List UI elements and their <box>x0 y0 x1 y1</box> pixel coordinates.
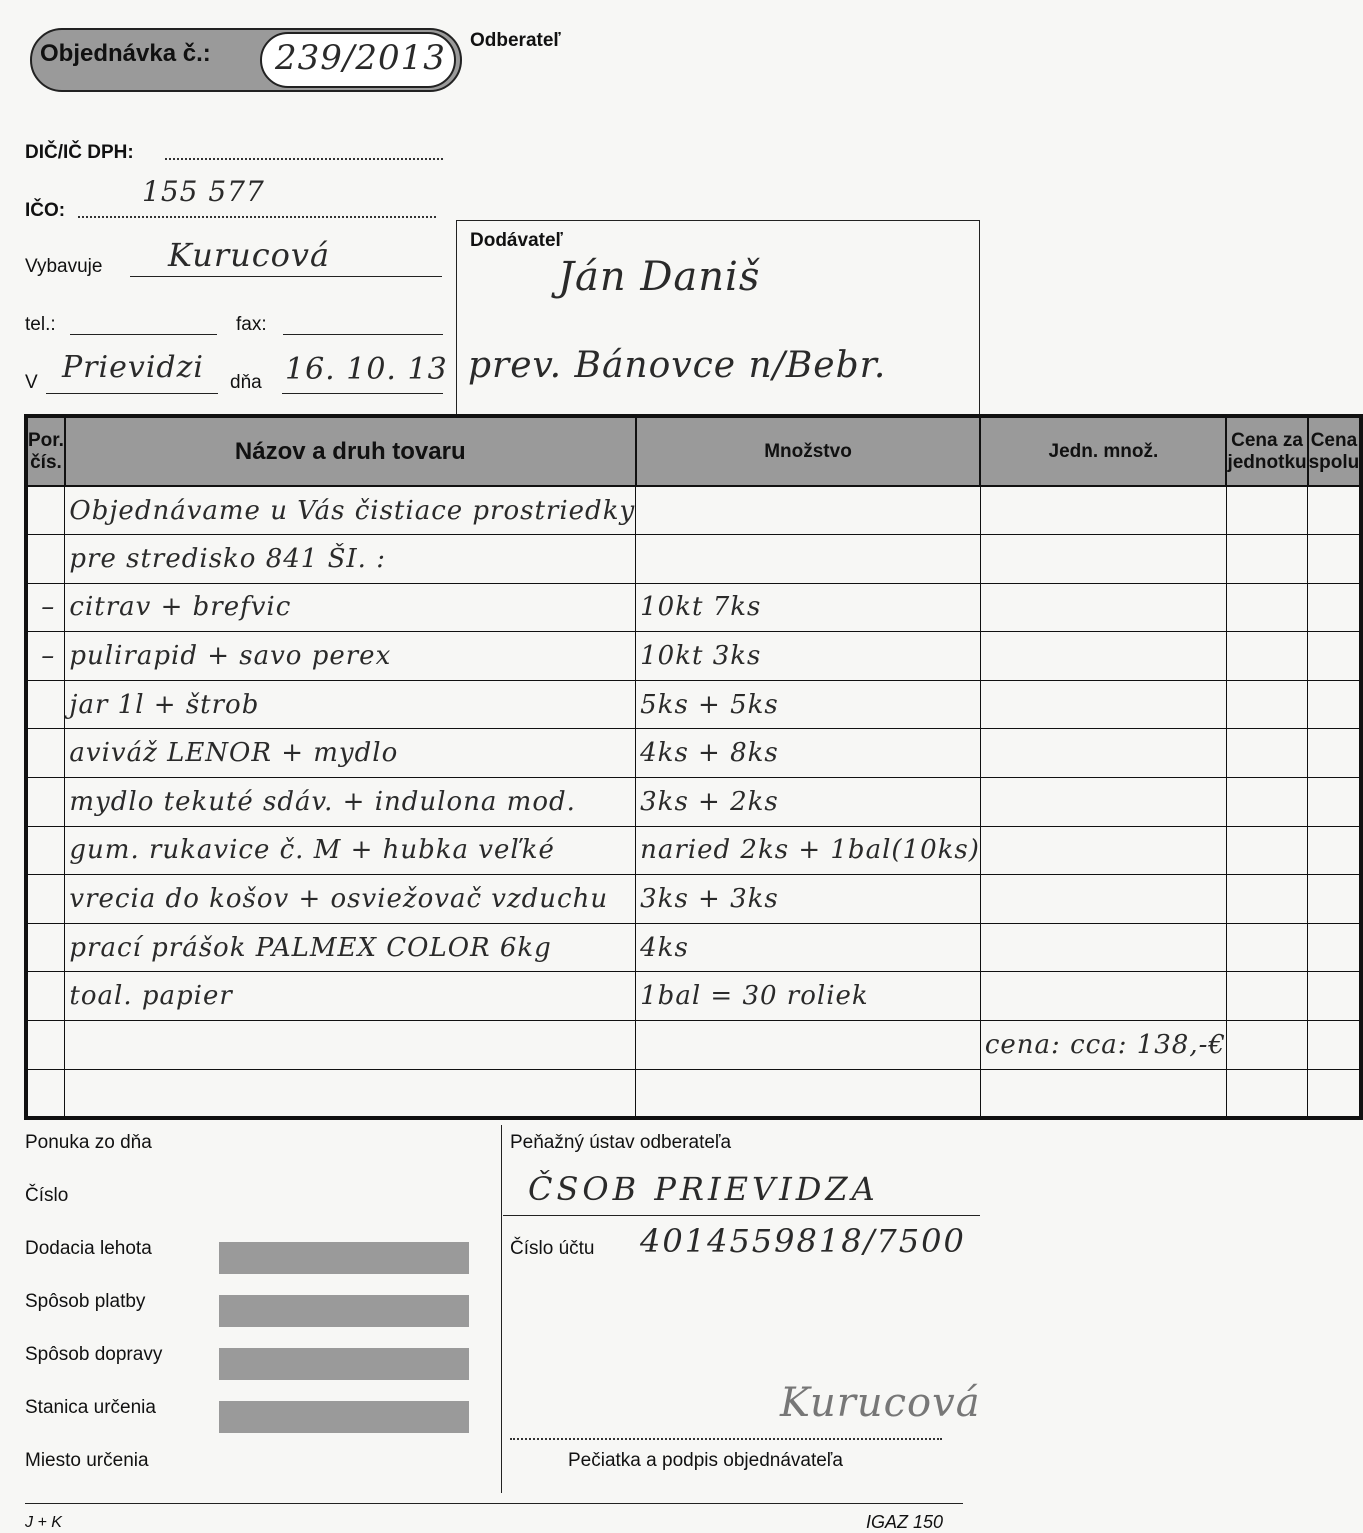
station-label: Stanica určenia <box>25 1397 156 1418</box>
bottom-rule <box>25 1503 963 1504</box>
row-number-cell[interactable] <box>26 1021 65 1070</box>
items-table <box>24 414 1363 1120</box>
col-header-name: Názov a druh tovaru <box>65 416 636 486</box>
quantity-cell[interactable]: 3ks + 3ks <box>636 875 981 924</box>
table-row <box>26 729 1361 778</box>
handled-by-value: Kurucová <box>168 236 331 274</box>
unit-price-cell[interactable] <box>1226 1021 1307 1070</box>
item-name-cell[interactable]: citrav + brefvic <box>65 583 636 632</box>
quantity-cell[interactable]: 10kt 3ks <box>636 632 981 681</box>
quantity-cell[interactable]: naried 2ks + 1bal(10ks) <box>636 826 981 875</box>
station-field[interactable] <box>219 1401 469 1433</box>
bank-underline <box>503 1215 980 1216</box>
destination-label: Miesto určenia <box>25 1450 149 1471</box>
date-field[interactable] <box>282 393 443 394</box>
table-row <box>26 583 1361 632</box>
transport-field[interactable] <box>219 1348 469 1380</box>
item-name-cell[interactable]: jar 1l + štrob <box>65 680 636 729</box>
row-number-cell[interactable] <box>26 972 65 1021</box>
row-number-cell[interactable] <box>26 778 65 827</box>
quantity-cell[interactable]: 4ks <box>636 923 981 972</box>
row-number-cell[interactable] <box>26 875 65 924</box>
item-name-cell[interactable]: aviváž LENOR + mydlo <box>65 729 636 778</box>
col-header-total-price: Cena spolu <box>1308 416 1362 486</box>
table-row <box>26 778 1361 827</box>
fax-field[interactable] <box>283 334 443 335</box>
total-price-cell[interactable] <box>1308 1021 1362 1070</box>
delivery-field[interactable] <box>219 1242 469 1274</box>
item-name-cell[interactable]: pulirapid + savo perex <box>65 632 636 681</box>
number-label: Číslo <box>25 1185 69 1206</box>
unit-price-cell[interactable] <box>1226 535 1307 584</box>
unit-price-cell[interactable] <box>1226 1069 1307 1118</box>
date-label: dňa <box>230 372 262 393</box>
quantity-cell[interactable]: 1bal = 30 roliek <box>636 972 981 1021</box>
unit-price-cell[interactable] <box>1226 583 1307 632</box>
total-price-cell[interactable] <box>1308 923 1362 972</box>
unit-price-cell[interactable] <box>1226 972 1307 1021</box>
ico-value: 155 577 <box>142 175 265 208</box>
date-value: 16. 10. 13 <box>285 352 448 387</box>
item-name-cell[interactable]: prací prášok PALMEX COLOR 6kg <box>65 923 636 972</box>
item-name-cell[interactable]: pre stredisko 841 ŠI. : <box>65 535 636 584</box>
footer-divider <box>501 1125 502 1493</box>
unit-cell[interactable] <box>980 583 1226 632</box>
dic-label: DIČ/IČ DPH: <box>25 142 134 163</box>
total-price-cell[interactable] <box>1308 875 1362 924</box>
account-value[interactable]: 4014559818/7500 <box>640 1222 966 1260</box>
bottom-left-mark: J + K <box>25 1514 62 1531</box>
item-name-cell[interactable] <box>65 1069 636 1118</box>
handled-by-label: Vybavuje <box>25 256 103 277</box>
row-number-cell[interactable]: – <box>26 583 65 632</box>
total-price-cell[interactable] <box>1308 826 1362 875</box>
quantity-cell[interactable] <box>636 535 981 584</box>
quantity-cell[interactable]: 3ks + 2ks <box>636 778 981 827</box>
unit-price-cell[interactable] <box>1226 680 1307 729</box>
payment-label: Spôsob platby <box>25 1291 146 1312</box>
unit-cell[interactable] <box>980 972 1226 1021</box>
signature: Kurucová <box>780 1380 981 1426</box>
unit-cell[interactable] <box>980 729 1226 778</box>
total-price-cell[interactable] <box>1308 680 1362 729</box>
unit-cell[interactable] <box>980 1069 1226 1118</box>
order-number-value[interactable]: 239/2013 <box>275 38 446 78</box>
quantity-cell[interactable] <box>636 1069 981 1118</box>
row-number-cell[interactable] <box>26 923 65 972</box>
col-header-unit: Jedn. množ. <box>980 416 1226 486</box>
unit-cell[interactable] <box>980 778 1226 827</box>
quantity-cell[interactable]: 10kt 7ks <box>636 583 981 632</box>
place-label: V <box>25 372 38 393</box>
item-name-cell[interactable]: toal. papier <box>65 972 636 1021</box>
supplier-address[interactable]: prev. Bánovce n/Bebr. <box>468 345 887 386</box>
row-number-cell[interactable] <box>26 486 65 535</box>
total-price-cell[interactable] <box>1308 1069 1362 1118</box>
table-row <box>26 680 1361 729</box>
quantity-cell[interactable]: 5ks + 5ks <box>636 680 981 729</box>
col-header-quantity: Množstvo <box>636 416 981 486</box>
unit-cell[interactable] <box>980 875 1226 924</box>
place-value: Prievidzi <box>62 350 205 385</box>
col-header-unit-price: Cena za jednotku <box>1226 416 1307 486</box>
unit-price-cell[interactable] <box>1226 729 1307 778</box>
signature-line[interactable] <box>510 1438 942 1440</box>
unit-price-cell[interactable] <box>1226 826 1307 875</box>
tel-field[interactable] <box>70 334 217 335</box>
table-row <box>26 1069 1361 1118</box>
tel-label: tel.: <box>25 314 56 335</box>
row-number-cell[interactable] <box>26 680 65 729</box>
item-name-cell[interactable]: gum. rukavice č. M + hubka veľké <box>65 826 636 875</box>
dic-field[interactable] <box>165 158 443 160</box>
unit-price-cell[interactable] <box>1226 875 1307 924</box>
table-row <box>26 1021 1361 1070</box>
supplier-name[interactable]: Ján Daniš <box>558 254 761 300</box>
quantity-cell[interactable]: 4ks + 8ks <box>636 729 981 778</box>
unit-cell[interactable] <box>980 632 1226 681</box>
fax-label: fax: <box>236 314 267 335</box>
table-row <box>26 923 1361 972</box>
unit-cell[interactable]: cena: cca: 138,-€ <box>980 1021 1226 1070</box>
quantity-cell[interactable] <box>636 1021 981 1070</box>
delivery-label: Dodacia lehota <box>25 1238 152 1259</box>
place-field[interactable] <box>46 393 218 394</box>
quantity-cell[interactable] <box>636 486 981 535</box>
total-price-cell[interactable] <box>1308 972 1362 1021</box>
item-name-cell[interactable] <box>65 1021 636 1070</box>
row-number-cell[interactable]: – <box>26 632 65 681</box>
offer-date-label: Ponuka zo dňa <box>25 1132 152 1153</box>
table-row <box>26 972 1361 1021</box>
item-name-cell[interactable]: mydlo tekuté sdáv. + indulona mod. <box>65 778 636 827</box>
table-row <box>26 486 1361 535</box>
total-price-cell[interactable] <box>1308 583 1362 632</box>
row-number-cell[interactable] <box>26 1069 65 1118</box>
table-header-row <box>26 416 1361 486</box>
total-price-cell[interactable] <box>1308 778 1362 827</box>
payment-field[interactable] <box>219 1295 469 1327</box>
item-name-cell[interactable]: Objednávame u Vás čistiace prostriedky <box>65 486 636 535</box>
unit-price-cell[interactable] <box>1226 486 1307 535</box>
total-price-cell[interactable] <box>1308 632 1362 681</box>
col-header-number: Por. čís. <box>26 416 65 486</box>
stamp-label: Pečiatka a podpis objednávateľa <box>568 1450 843 1471</box>
row-number-cell[interactable] <box>26 535 65 584</box>
unit-cell[interactable] <box>980 486 1226 535</box>
handled-by-field[interactable] <box>130 276 442 277</box>
unit-price-cell[interactable] <box>1226 778 1307 827</box>
form-code: IGAZ 150 <box>866 1512 944 1532</box>
row-number-cell[interactable] <box>26 729 65 778</box>
unit-cell[interactable] <box>980 535 1226 584</box>
bank-value[interactable]: ČSOB PRIEVIDZA <box>528 1170 879 1208</box>
item-name-cell[interactable]: vrecia do košov + osviežovač vzduchu <box>65 875 636 924</box>
unit-cell[interactable] <box>980 826 1226 875</box>
unit-price-cell[interactable] <box>1226 923 1307 972</box>
transport-label: Spôsob dopravy <box>25 1344 163 1365</box>
supplier-label: Dodávateľ <box>470 230 563 251</box>
ico-label: IČO: <box>25 200 66 221</box>
customer-label: Odberateľ <box>470 30 561 51</box>
unit-price-cell[interactable] <box>1226 632 1307 681</box>
bank-label: Peňažný ústav odberateľa <box>510 1132 732 1153</box>
account-label: Číslo účtu <box>510 1238 595 1259</box>
table-row <box>26 826 1361 875</box>
ico-field[interactable] <box>78 216 436 218</box>
total-price-cell[interactable] <box>1308 486 1362 535</box>
unit-cell[interactable] <box>980 680 1226 729</box>
row-number-cell[interactable] <box>26 826 65 875</box>
total-price-cell[interactable] <box>1308 535 1362 584</box>
table-row <box>26 535 1361 584</box>
total-price-cell[interactable] <box>1308 729 1362 778</box>
table-row <box>26 875 1361 924</box>
unit-cell[interactable] <box>980 923 1226 972</box>
table-row <box>26 632 1361 681</box>
order-label: Objednávka č.: <box>40 40 211 67</box>
